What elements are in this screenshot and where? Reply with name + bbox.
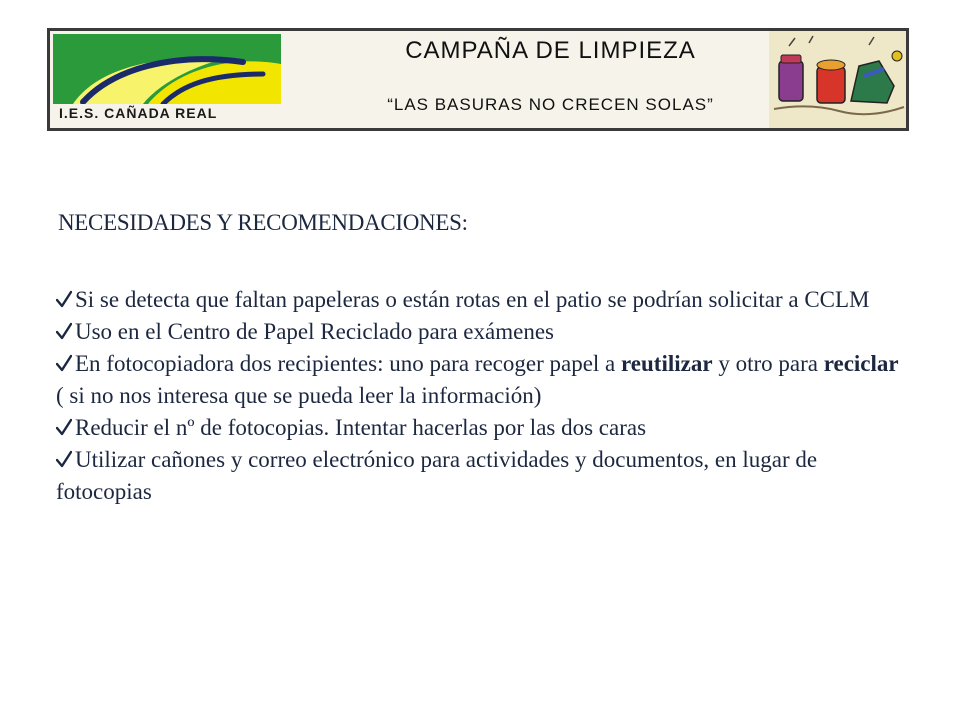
list-item: [56, 444, 906, 508]
campaign-title: CAMPAÑA DE LIMPIEZA: [405, 37, 696, 64]
trash-illustration-icon: [769, 31, 906, 128]
checkmark-icon: [56, 354, 72, 372]
keyword-reciclar: reciclar: [823, 351, 899, 376]
list-item-text: Uso en el Centro de Papel Reciclado para exámenes: [75, 319, 554, 344]
banner-titles: [283, 31, 818, 128]
logo-text: I.E.S. CAÑADA REAL: [59, 105, 218, 121]
list-item-text: Si se detecta que faltan papeleras o están rotas en el patio se podrían solicitar a CCLM: [75, 287, 870, 312]
checkmark-icon: [56, 418, 72, 436]
checkmark-icon: [56, 450, 72, 468]
recommendations-list: [56, 284, 906, 508]
checkmark-icon: [56, 290, 72, 308]
list-item-text: Reducir el nº de fotocopias. Intentar hacerlas por las dos caras: [75, 415, 647, 440]
list-item-text: En fotocopiadora dos recipientes: uno para recoger papel a: [75, 351, 622, 376]
list-item: [56, 316, 906, 348]
list-item: [56, 284, 906, 316]
school-logo: [53, 34, 281, 127]
list-item-text: Utilizar cañones y correo electrónico para actividades y documentos, en lugar de fotocopias: [56, 447, 818, 504]
list-item: [56, 412, 906, 444]
list-item-text: ( si no nos interesa que se pueda leer la información): [56, 383, 542, 408]
section-heading: NECESIDADES Y RECOMENDACIONES:: [58, 210, 468, 235]
keyword-reutilizar: reutilizar: [621, 351, 713, 376]
header-banner: [47, 28, 909, 131]
campaign-subtitle: “LAS BASURAS NO CRECEN SOLAS”: [387, 95, 714, 114]
list-item-text: y otro para: [712, 351, 824, 376]
checkmark-icon: [56, 322, 72, 340]
list-item: [56, 348, 906, 412]
trash-cartoon-image: [769, 31, 906, 128]
